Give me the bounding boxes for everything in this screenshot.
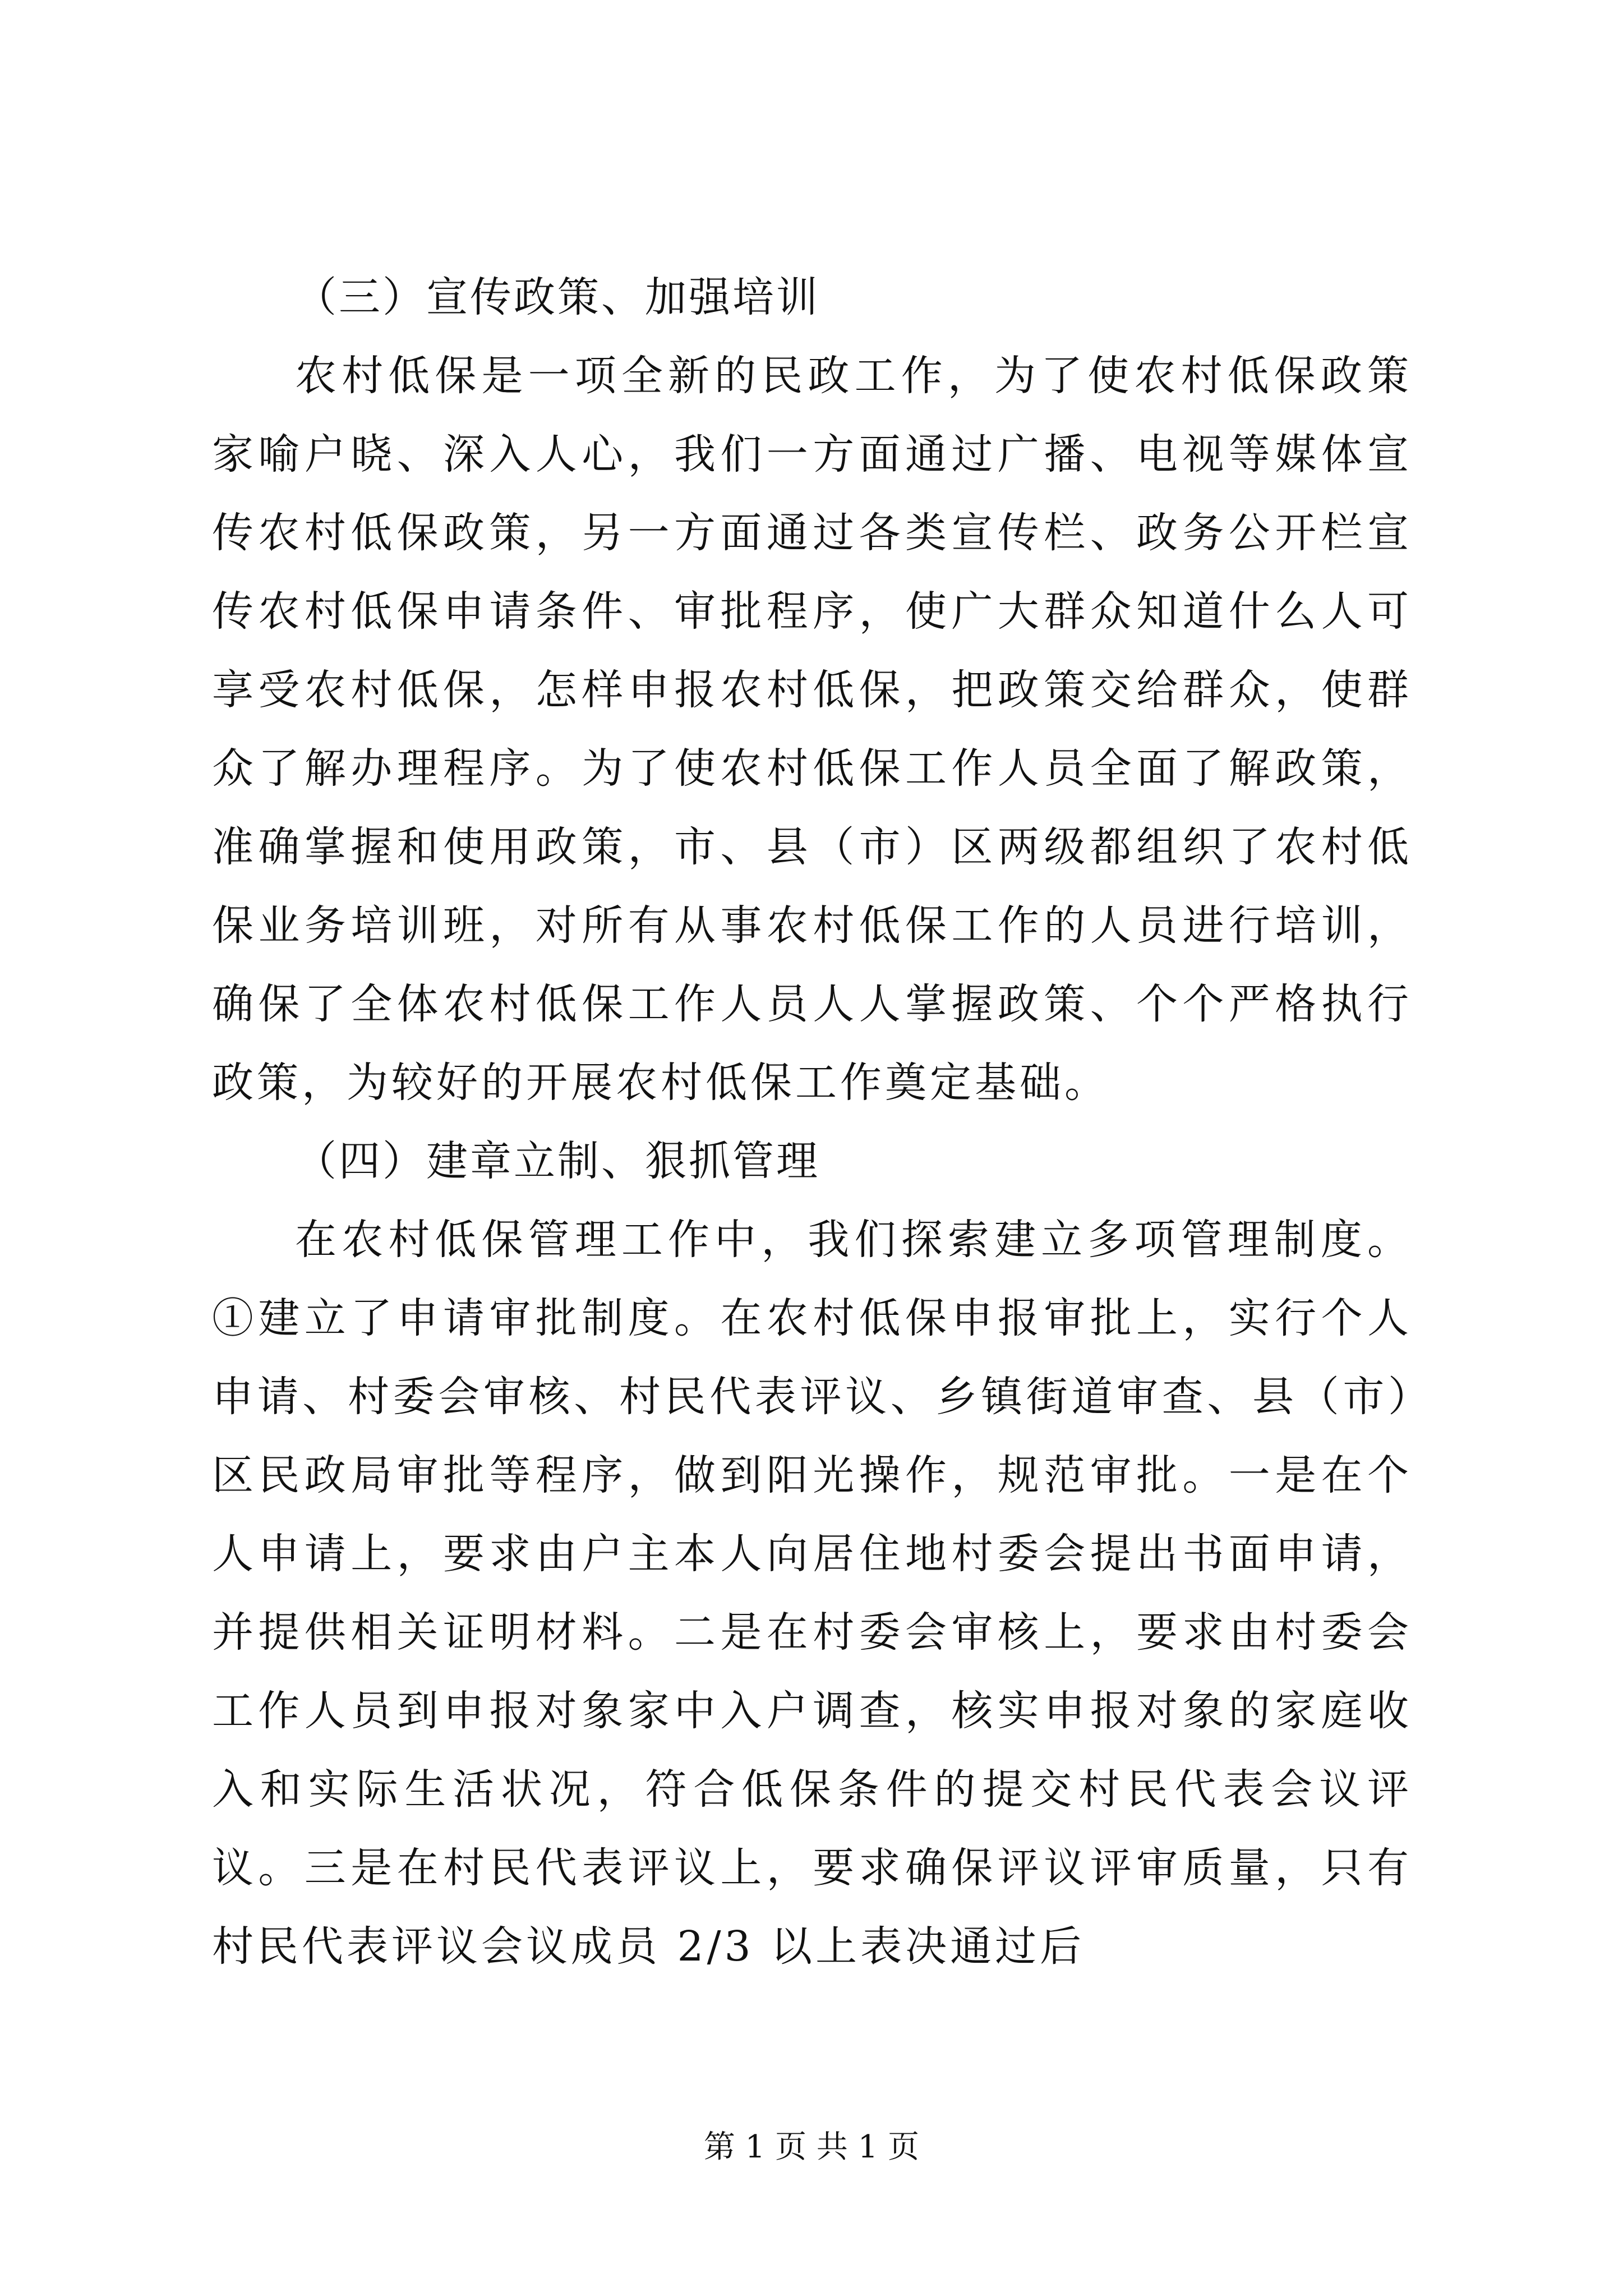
page-number-footer: 第 1 页 共 1 页	[703, 2129, 920, 2165]
section-paragraph-3: 农村低保是一项全新的民政工作，为了使农村低保政策家喻户晓、深入人心，我们一方面通过广播、电视等媒体宣传农村低保政策，另一方面通过各类宣传栏、政务公开栏宣传农村低保申请条件、审批程序，使广大群众知道什么人可享受农村低保，怎样申报农村低保，把政策交给群众，使群众了解办理程序。为了使农村低保工作人员全面了解政策，准确掌握和使用政策，市、县（市）区两级都组织了农村低保业务培训班，对所有从事农村低保工作的人员进行培训，确保了全体农村低保工作人员人人掌握政策、个个严格执行政策，为较好的开展农村低保工作奠定基础。	[212, 352, 1412, 1107]
section-heading-3: （三）宣传政策、加强培训	[295, 273, 820, 321]
document-body	[212, 258, 1412, 1986]
section-heading-4: （四）建章立制、狠抓管理	[295, 1137, 820, 1185]
section-paragraph-4: 在农村低保管理工作中，我们探索建立多项管理制度。①建立了申请审批制度。在农村低保申报审批上，实行个人申请、村委会审核、村民代表评议、乡镇街道审查、县（市）区民政局审批等程序，做到阳光操作，规范审批。一是在个人申请上，要求由户主本人向居住地村委会提出书面申请，并提供相关证明材料。二是在村委会审核上，要求由村委会工作人员到申报对象家中入户调查，核实申报对象的家庭收入和实际生活状况，符合低保条件的提交村民代表会议评议。三是在村民代表评议上，要求确保评议评审质量，只有村民代表评议会议成员 2/3 以上表决通过后	[212, 1216, 1412, 1971]
